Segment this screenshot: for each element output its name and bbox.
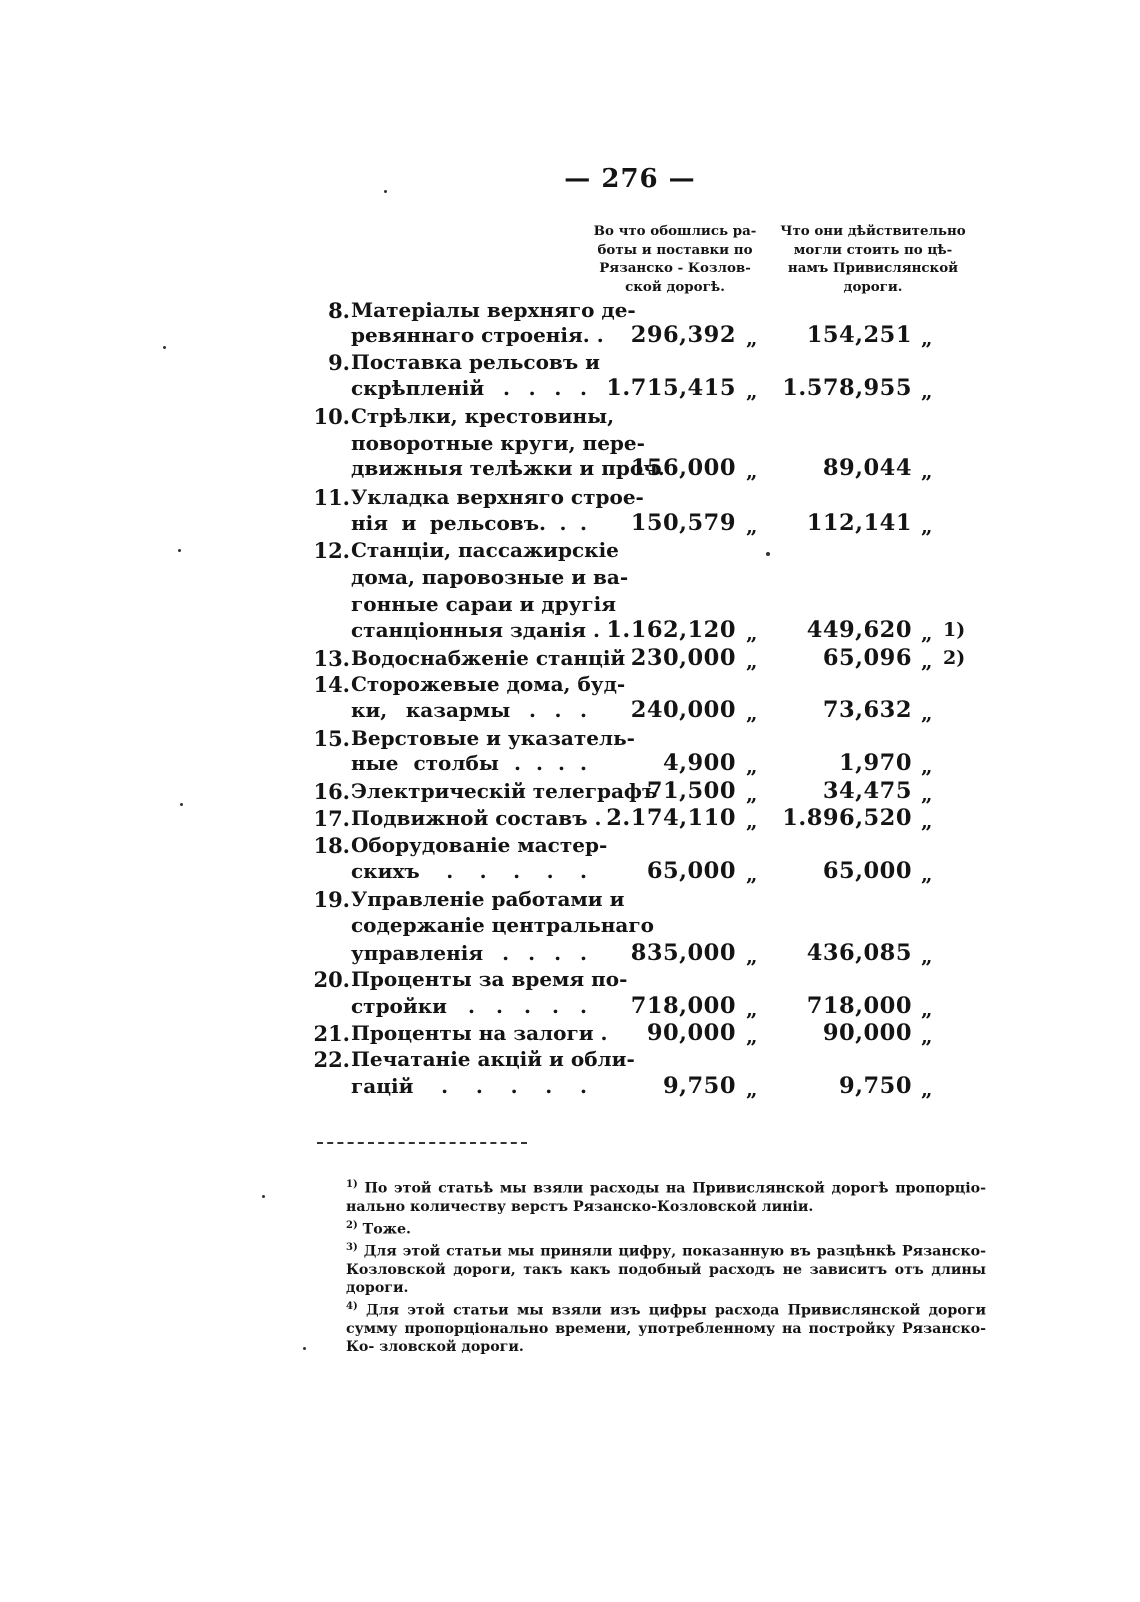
ditto-mark: „ — [921, 621, 933, 645]
item-description: Укладка верхняго строе- — [351, 485, 644, 509]
table-row — [0, 297, 1140, 324]
print-speck — [384, 190, 387, 193]
footnote-text: По этой статьѣ мы взяли расходы на Привислянской дорогѣ пропорціо- нально количеству верстъ Рязанско-Козловской линіи. — [346, 1180, 986, 1216]
item-description: гонные сараи и другія — [351, 592, 617, 616]
item-number: 15. — [313, 726, 350, 751]
actual-cost-value: 4,900 — [663, 750, 736, 776]
item-number: 21. — [313, 1021, 350, 1046]
ditto-mark: „ — [746, 459, 758, 483]
item-number: 20. — [313, 967, 350, 992]
actual-cost-value: 9,750 — [663, 1073, 736, 1099]
true-cost-value: 436,085 — [806, 940, 912, 966]
table-row — [0, 510, 1140, 537]
footnote-mark: 4) — [346, 1300, 358, 1312]
footnote-mark: 1) — [346, 1179, 358, 1190]
footnotes — [306, 1176, 986, 1357]
ditto-mark: „ — [921, 1024, 933, 1048]
column-header-true-cost — [778, 222, 968, 296]
item-description: станціонныя зданія . — [351, 618, 600, 642]
column-header-line: Что они дѣйствительно — [780, 223, 966, 239]
footnote-1 — [306, 1176, 986, 1217]
actual-cost-value: 156,000 — [630, 455, 736, 481]
ditto-mark: „ — [921, 379, 933, 403]
print-speck — [178, 549, 181, 552]
actual-cost-value: 150,579 — [630, 510, 736, 536]
item-number: 10. — [313, 404, 350, 429]
item-description: ревяннаго строенія. . — [351, 323, 604, 347]
ditto-mark: „ — [746, 379, 758, 403]
table-row — [0, 617, 1140, 644]
item-number: 12. — [313, 538, 350, 563]
item-number: 17. — [313, 806, 350, 831]
true-cost-value: 73,632 — [822, 697, 912, 723]
table-row — [0, 671, 1140, 698]
table-row — [0, 1073, 1140, 1100]
true-cost-value: 1.578,955 — [782, 375, 912, 401]
footnote-separator — [317, 1142, 527, 1144]
ditto-mark: „ — [746, 862, 758, 886]
print-speck — [262, 1195, 265, 1198]
column-header-line: Рязанско - Козлов- — [599, 260, 751, 276]
ditto-mark: „ — [921, 459, 933, 483]
item-description: Проценты на залоги . — [351, 1021, 608, 1045]
ditto-mark: „ — [921, 514, 933, 538]
true-cost-value: 1.896,520 — [782, 805, 912, 831]
ditto-mark: „ — [746, 997, 758, 1021]
true-cost-value: 718,000 — [806, 993, 912, 1019]
table-row — [0, 993, 1140, 1020]
item-number: 11. — [313, 485, 350, 510]
actual-cost-value: 240,000 — [630, 697, 736, 723]
table-row — [0, 349, 1140, 376]
print-speck — [163, 346, 166, 349]
ditto-mark: „ — [746, 1024, 758, 1048]
table-row — [0, 455, 1140, 482]
ditto-mark: „ — [921, 649, 933, 673]
ditto-mark: „ — [921, 1077, 933, 1101]
ditto-mark: „ — [921, 701, 933, 725]
true-cost-value: 154,251 — [806, 322, 912, 348]
table-row — [0, 750, 1140, 777]
ditto-mark: „ — [746, 754, 758, 778]
item-description: Матеріалы верхняго де- — [351, 298, 636, 322]
item-description: Поставка рельсовъ и — [351, 350, 600, 374]
item-number: 8. — [328, 298, 350, 323]
ditto-mark: „ — [746, 782, 758, 806]
table-row — [0, 322, 1140, 349]
actual-cost-value: 1.162,120 — [606, 617, 736, 643]
item-description: Управленіе работами и — [351, 887, 625, 911]
table-row — [0, 537, 1140, 564]
item-description: стройки . . . . . — [351, 994, 587, 1018]
true-cost-value: 65,000 — [822, 858, 912, 884]
table-row — [0, 591, 1140, 618]
table-row — [0, 697, 1140, 724]
item-description: Проценты за время по- — [351, 967, 628, 991]
table-row — [0, 778, 1140, 805]
column-header-line: боты и поставки по — [597, 241, 753, 258]
item-description: поворотные круги, пере- — [351, 431, 645, 455]
ditto-mark: „ — [921, 809, 933, 833]
actual-cost-value: 296,392 — [630, 322, 736, 348]
item-description: ные столбы . . . . — [351, 751, 587, 775]
ditto-mark: „ — [746, 621, 758, 645]
ditto-mark: „ — [746, 701, 758, 725]
ditto-mark: „ — [921, 944, 933, 968]
table-row — [0, 1020, 1140, 1047]
column-header-line: намъ Привислянской — [787, 260, 959, 276]
item-description: гацій . . . . . — [351, 1074, 587, 1098]
item-description: Сторожевые дома, буд- — [351, 672, 626, 696]
true-cost-value: 1,970 — [839, 750, 912, 776]
table-row — [0, 886, 1140, 913]
column-header-line: Во что обошлись ра- — [593, 223, 757, 239]
column-header-actual-cost — [590, 222, 760, 296]
item-number: 14. — [313, 672, 350, 697]
actual-cost-value: 1.715,415 — [606, 375, 736, 401]
footnote-text: Тоже. — [362, 1221, 411, 1238]
actual-cost-value: 71,500 — [646, 778, 736, 804]
table-row — [0, 832, 1140, 859]
column-header-line: дороги. — [843, 278, 903, 295]
footnote-reference: 2) — [943, 647, 966, 669]
ditto-mark: „ — [921, 754, 933, 778]
true-cost-value: 112,141 — [806, 510, 912, 536]
ditto-mark: „ — [921, 326, 933, 350]
table-row — [0, 940, 1140, 967]
actual-cost-value: 230,000 — [630, 645, 736, 671]
table-row — [0, 725, 1140, 752]
item-description: нія и рельсовъ. . . — [351, 511, 587, 535]
true-cost-value: 9,750 — [839, 1073, 912, 1099]
table-row — [0, 645, 1140, 672]
item-description: Водоснабженіе станцій — [351, 646, 626, 670]
table-row — [0, 430, 1140, 457]
table-row — [0, 805, 1140, 832]
ditto-mark: „ — [746, 809, 758, 833]
footnote-mark: 3) — [346, 1241, 358, 1253]
ditto-mark: „ — [746, 326, 758, 350]
actual-cost-value: 90,000 — [646, 1020, 736, 1046]
item-description: содержаніе центральнаго — [351, 913, 654, 937]
table-row — [0, 912, 1140, 939]
footnote-text: Для этой статьи мы взяли изъ цифры расхода Привислянской дороги сумму пропорціонально времени, употребленному на постройку Рязанско-Ко- зловской дороги. — [346, 1302, 986, 1356]
item-description: Верстовые и указатель- — [351, 726, 635, 750]
item-number: 22. — [313, 1047, 350, 1072]
item-number: 16. — [313, 779, 350, 804]
item-description: Печатаніе акцій и обли- — [351, 1047, 635, 1071]
ditto-mark: „ — [746, 1077, 758, 1101]
item-description: скрѣпленій . . . . — [351, 376, 587, 400]
item-description: Подвижной составъ . — [351, 806, 602, 830]
footnote-mark: 2) — [346, 1219, 358, 1231]
ditto-mark: „ — [746, 944, 758, 968]
ditto-mark: „ — [921, 997, 933, 1021]
table-row — [0, 375, 1140, 402]
ditto-mark: „ — [746, 514, 758, 538]
item-description: ки, казармы . . . — [351, 698, 587, 722]
actual-cost-value: 718,000 — [630, 993, 736, 1019]
item-description: Оборудованіе мастер- — [351, 833, 608, 857]
true-cost-value: 89,044 — [822, 455, 912, 481]
footnote-reference: 1) — [943, 619, 966, 641]
item-description: Станціи, пассажирскіе — [351, 538, 619, 562]
table-row — [0, 1046, 1140, 1073]
true-cost-value: 34,475 — [822, 778, 912, 804]
footnote-text: Для этой статьи мы приняли цифру, показанную въ разцѣнкѣ Рязанско- Козловской дороги, такъ какъ подобный расходъ не зависитъ отъ длины дороги. — [346, 1243, 986, 1297]
ditto-mark: „ — [921, 862, 933, 886]
actual-cost-value: 65,000 — [646, 858, 736, 884]
item-description: управленія . . . . — [351, 941, 587, 965]
column-header-line: могли стоить по цѣ- — [793, 241, 953, 258]
ditto-mark: „ — [921, 782, 933, 806]
print-speck — [303, 1347, 306, 1350]
ditto-mark: „ — [746, 649, 758, 673]
true-cost-value: 90,000 — [822, 1020, 912, 1046]
footnote-4 — [306, 1298, 986, 1357]
item-description: скихъ . . . . . — [351, 859, 587, 883]
item-number: 9. — [328, 350, 350, 375]
actual-cost-value: 835,000 — [630, 940, 736, 966]
table-row — [0, 403, 1140, 430]
column-header-line: ской дорогѣ. — [625, 278, 725, 295]
item-number: 18. — [313, 833, 350, 858]
actual-cost-value: 2.174,110 — [606, 805, 736, 831]
footnote-2 — [306, 1217, 986, 1239]
true-cost-value: 65,096 — [822, 645, 912, 671]
item-description: движныя телѣжки и проч. — [351, 456, 665, 480]
true-cost-value: 449,620 — [806, 617, 912, 643]
table-row — [0, 858, 1140, 885]
item-description: Электрическій телеграфъ — [351, 779, 658, 803]
item-number: 13. — [313, 646, 350, 671]
item-description: Стрѣлки, крестовины, — [351, 404, 615, 428]
page-number: — 276 — — [564, 164, 696, 194]
item-number: 19. — [313, 887, 350, 912]
item-description: дома, паровозные и ва- — [351, 565, 629, 589]
table-row — [0, 484, 1140, 511]
print-speck — [766, 552, 770, 556]
table-row — [0, 564, 1140, 591]
footnote-3 — [306, 1239, 986, 1298]
table-row — [0, 966, 1140, 993]
print-speck — [180, 803, 183, 806]
